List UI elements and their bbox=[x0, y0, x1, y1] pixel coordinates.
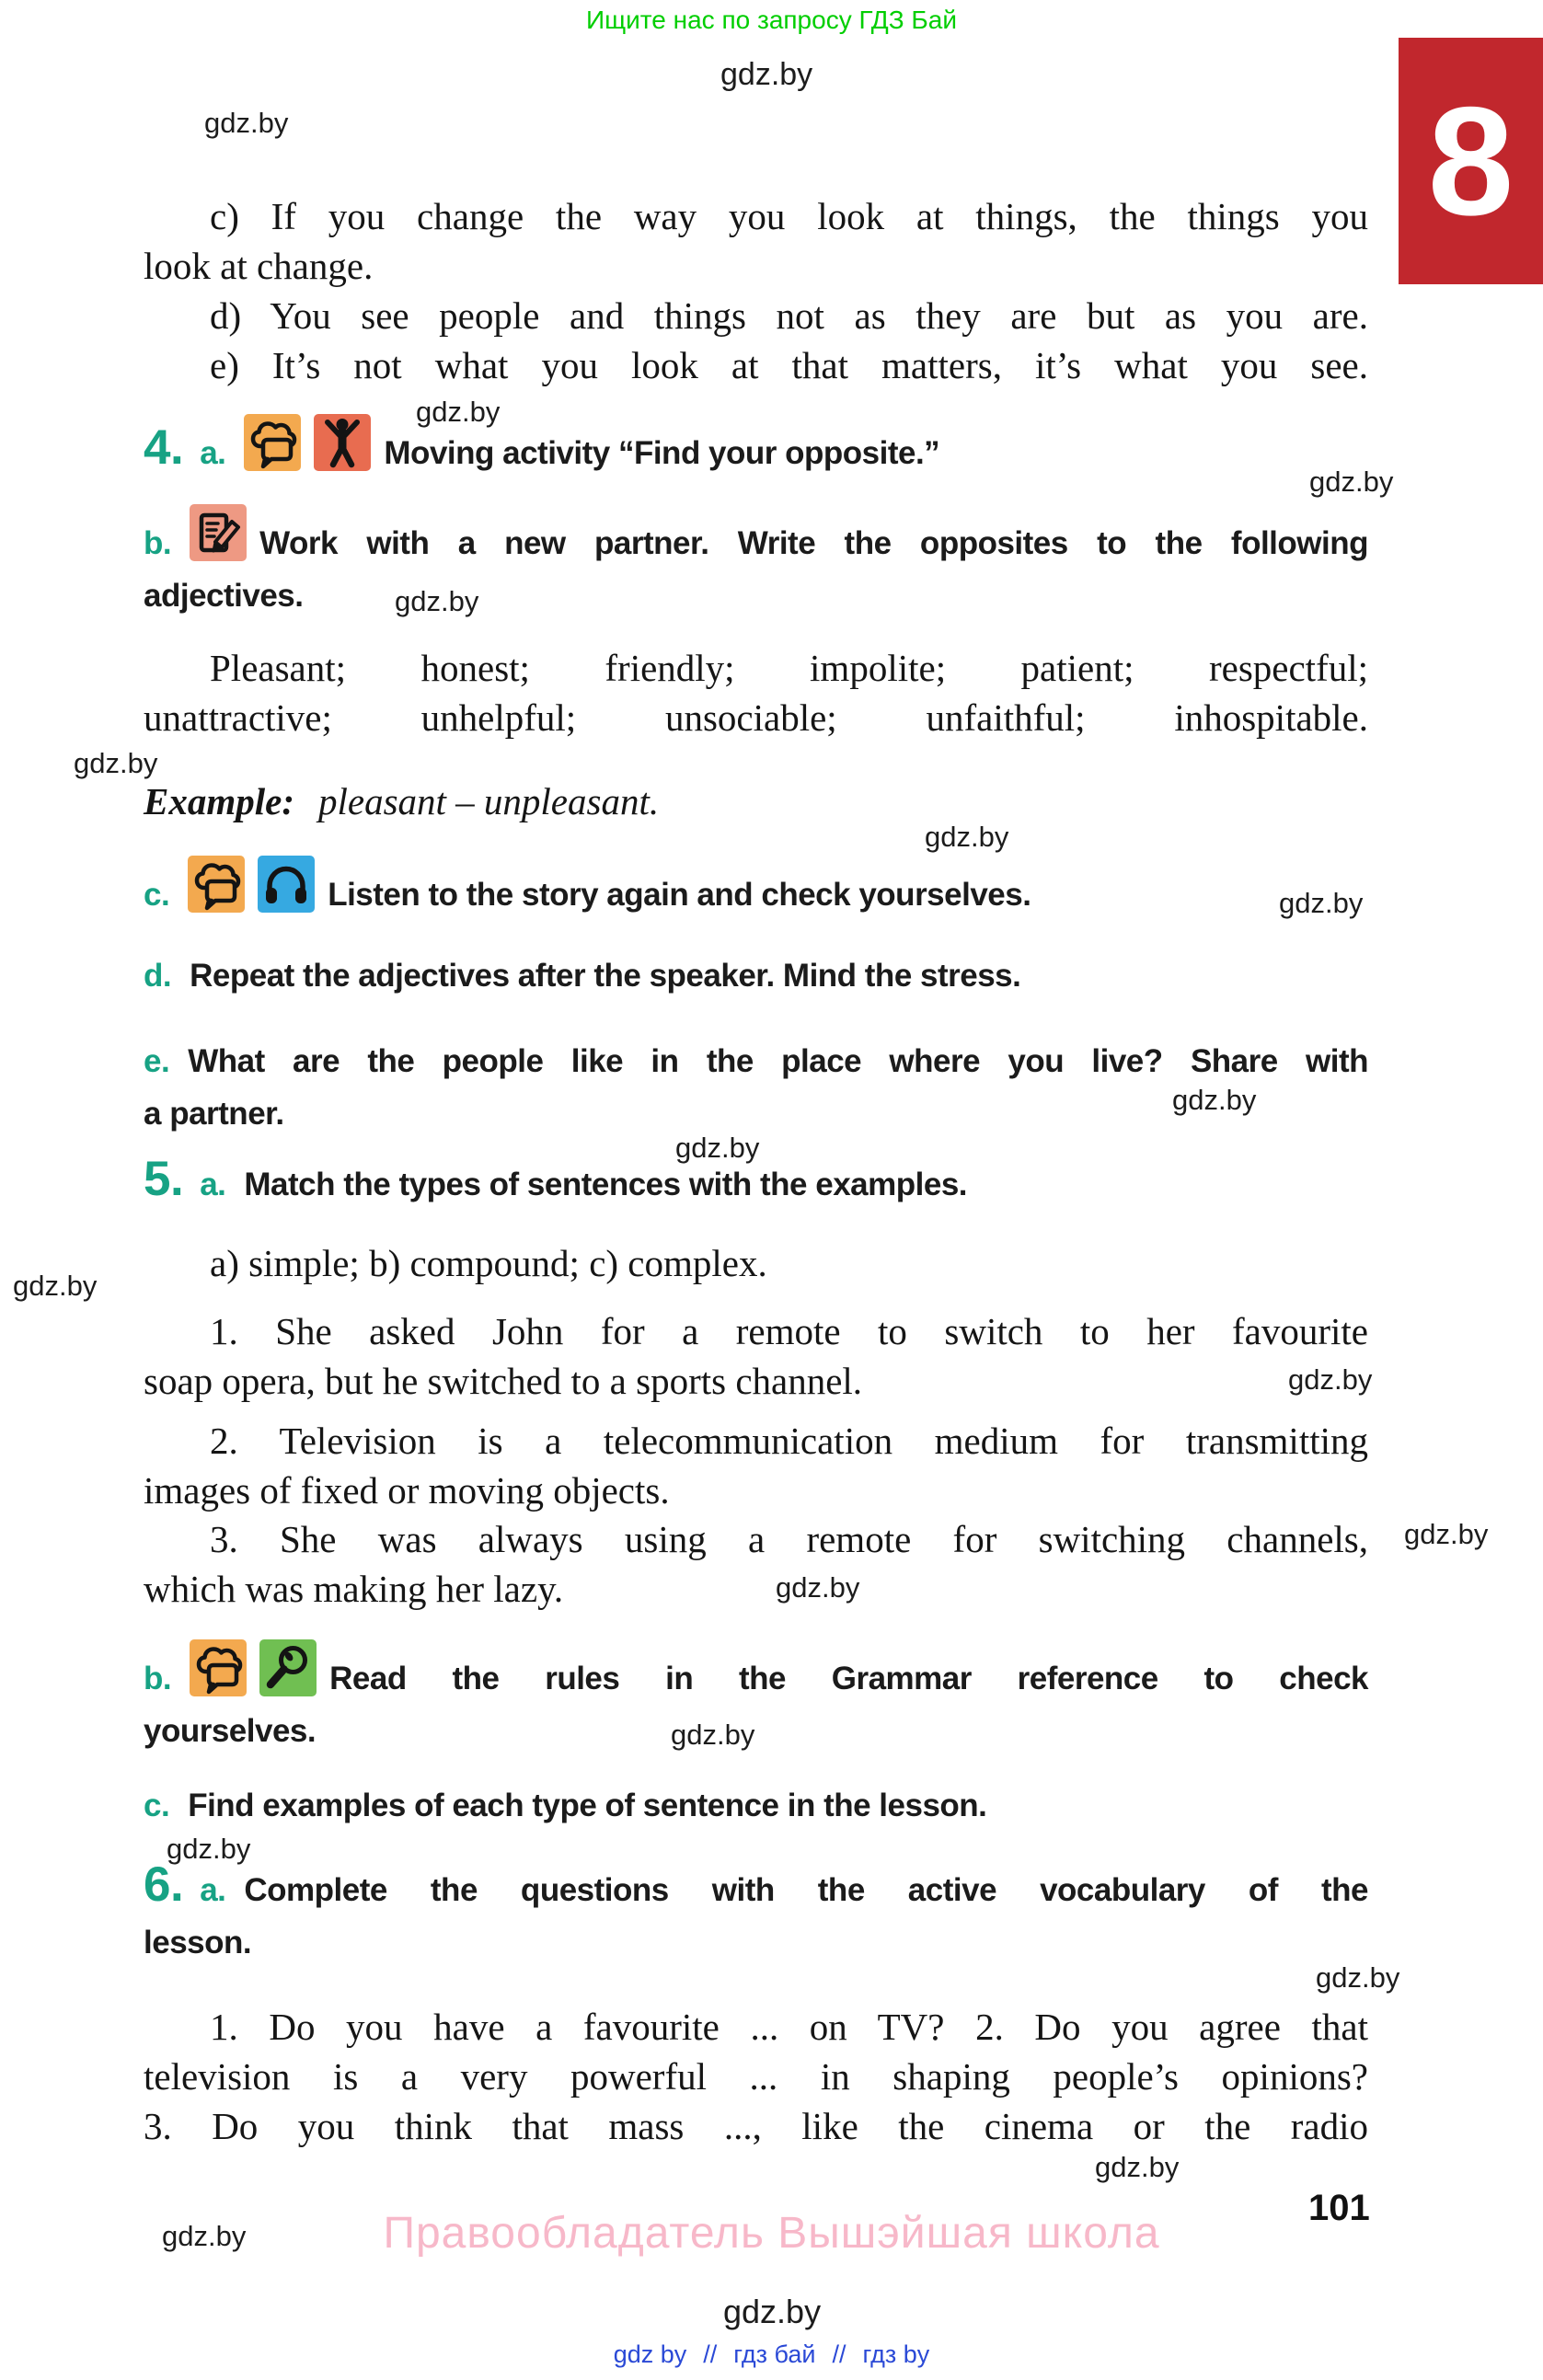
task5-row-b bbox=[144, 1639, 1368, 1757]
gdzby-watermark: gdz.by bbox=[395, 585, 479, 617]
gdzby-watermark: gdz.by bbox=[1288, 1363, 1373, 1396]
task5-row-a bbox=[144, 1153, 1368, 1211]
task5a-letter: a. bbox=[200, 1167, 226, 1202]
task4-row-a bbox=[144, 414, 1368, 479]
footer-links bbox=[0, 2340, 1543, 2369]
task6a-letter: a. bbox=[200, 1872, 226, 1908]
task6-row-a bbox=[144, 1858, 1368, 1969]
example-line bbox=[144, 776, 659, 826]
task4b-text-line2: adjectives. bbox=[144, 578, 304, 614]
headphones-icon bbox=[258, 856, 315, 913]
task4a-text: Moving activity “Find your opposite.” bbox=[384, 435, 940, 471]
task4-row-d bbox=[144, 949, 1368, 1002]
text-line: 1. She asked John for a remote to switch to her favourite bbox=[210, 1310, 1368, 1352]
sentence-example-2 bbox=[144, 1416, 1368, 1515]
gdzby-watermark: gdz.by bbox=[1279, 887, 1364, 919]
text-line: e) It’s not what you look at that matters, it’s what you see. bbox=[210, 344, 1368, 386]
text-line: Pleasant; honest; friendly; impolite; patient; respectful; bbox=[210, 647, 1368, 689]
task5-row-c bbox=[144, 1779, 1368, 1832]
promo-banner: Ищите нас по запросу ГДЗ Бай bbox=[585, 6, 958, 34]
page-number: 101 bbox=[1308, 2188, 1370, 2228]
task5-number: 5. bbox=[144, 1152, 184, 1206]
text-line: d) You see people and things not as they are but as you are. bbox=[210, 294, 1368, 337]
footer-link[interactable]: gdz by bbox=[613, 2340, 687, 2368]
text-line: television is a very powerful ... in shaping people’s opinions? bbox=[144, 2055, 1368, 2098]
gdzby-watermark: gdz.by bbox=[167, 1833, 251, 1865]
text-line: 1. Do you have a favourite ... on TV? 2. Do you agree that bbox=[210, 2006, 1368, 2048]
moving-person-icon bbox=[314, 414, 371, 471]
text-line: 3. She was always using a remote for switching channels, bbox=[210, 1518, 1368, 1560]
gdzby-watermark: gdz.by bbox=[204, 107, 289, 139]
task6-number: 6. bbox=[144, 1857, 184, 1912]
footer-link[interactable]: гдз by bbox=[862, 2340, 930, 2368]
text-line: which was making her lazy. bbox=[144, 1568, 564, 1610]
gdzby-watermark: gdz.by bbox=[13, 1270, 98, 1302]
task4-row-c bbox=[144, 856, 1368, 921]
gdzby-watermark: gdz.by bbox=[1309, 466, 1394, 498]
gdzby-watermark: gdz.by bbox=[1316, 1961, 1400, 1994]
task4-number: 4. bbox=[144, 420, 184, 475]
gdzby-watermark: gdz.by bbox=[776, 1571, 860, 1604]
task4e-text-line1: What are the people like in the place where you live? Share with bbox=[188, 1043, 1368, 1079]
gdzby-watermark: gdz.by bbox=[1095, 2151, 1180, 2183]
task5c-letter: c. bbox=[144, 1788, 170, 1823]
gdzby-watermark: gdz.by bbox=[675, 1132, 760, 1164]
write-icon bbox=[190, 504, 247, 561]
copyright-line: Правообладатель Вышэйшая школа bbox=[383, 2209, 1160, 2258]
task5b-text-line1: Read the rules in the Grammar reference to check bbox=[329, 1661, 1368, 1696]
sentence-example-3 bbox=[144, 1514, 1368, 1614]
task6-questions bbox=[144, 2002, 1368, 2151]
task5b-text-line2: yourselves. bbox=[144, 1713, 317, 1749]
task5a-text: Match the types of sentences with the examples. bbox=[244, 1167, 968, 1202]
gdzby-watermark: gdz.by bbox=[720, 57, 813, 92]
text-line: 3. Do you think that mass ..., like the cinema or the radio bbox=[144, 2105, 1368, 2147]
task4e-letter: e. bbox=[144, 1043, 170, 1079]
text-line: c) If you change the way you look at things, the things you bbox=[210, 195, 1368, 237]
task4a-letter: a. bbox=[200, 435, 226, 471]
speech-bubbles-icon bbox=[244, 414, 301, 471]
task6a-text-line1: Complete the questions with the active vocabulary of the bbox=[244, 1872, 1368, 1908]
chapter-tab bbox=[1399, 38, 1543, 284]
task4d-text: Repeat the adjectives after the speaker. Mind the stress. bbox=[190, 958, 1021, 994]
task4d-letter: d. bbox=[144, 958, 172, 994]
link-separator: // bbox=[832, 2340, 846, 2368]
task4b-letter: b. bbox=[144, 525, 172, 561]
task4e-text-line2: a partner. bbox=[144, 1096, 284, 1132]
gdzby-watermark: gdz.by bbox=[723, 2293, 822, 2330]
adjective-word-list bbox=[144, 643, 1368, 742]
footer-link[interactable]: гдз бай bbox=[733, 2340, 816, 2368]
gdzby-watermark: gdz.by bbox=[671, 1719, 755, 1751]
task4-row-b bbox=[144, 504, 1368, 622]
gdzby-watermark: gdz.by bbox=[925, 821, 1009, 853]
gdzby-watermark: gdz.by bbox=[162, 2220, 247, 2252]
text-line: 2. Television is a telecommunication medium for transmitting bbox=[210, 1420, 1368, 1462]
gdzby-watermark: gdz.by bbox=[74, 747, 158, 779]
sentence-example-1 bbox=[144, 1306, 1368, 1406]
link-separator: // bbox=[703, 2340, 718, 2368]
speech-bubbles-icon bbox=[190, 1639, 247, 1696]
text-line: unattractive; unhelpful; unsociable; unfaithful; inhospitable. bbox=[144, 696, 1368, 739]
text-line: look at change. bbox=[144, 245, 374, 287]
gdzby-watermark: gdz.by bbox=[1172, 1084, 1257, 1116]
task4c-letter: c. bbox=[144, 877, 170, 913]
text-line: images of fixed or moving objects. bbox=[144, 1469, 670, 1512]
gdzby-watermark: gdz.by bbox=[1404, 1518, 1489, 1550]
example-label: Example: bbox=[144, 780, 294, 822]
task4c-text: Listen to the story again and check yourselves. bbox=[328, 877, 1031, 913]
magnifier-icon bbox=[259, 1639, 317, 1696]
chapter-number: 8 bbox=[1427, 75, 1514, 247]
task6a-text-line2: lesson. bbox=[144, 1925, 252, 1960]
text-line: a) simple; b) compound; c) complex. bbox=[210, 1242, 767, 1284]
sentence-types bbox=[144, 1238, 1368, 1288]
example-text: pleasant – unpleasant. bbox=[317, 780, 660, 822]
text-line: soap opera, but he switched to a sports channel. bbox=[144, 1360, 863, 1402]
gdzby-watermark: gdz.by bbox=[416, 396, 501, 428]
task5b-letter: b. bbox=[144, 1661, 172, 1696]
task5c-text: Find examples of each type of sentence in the lesson. bbox=[188, 1788, 987, 1823]
speech-bubbles-icon bbox=[188, 856, 245, 913]
task4-row-e bbox=[144, 1035, 1368, 1140]
intro-quotes bbox=[144, 191, 1368, 390]
task4b-text-line1: Work with a new partner. Write the opposites to the following bbox=[259, 525, 1368, 561]
